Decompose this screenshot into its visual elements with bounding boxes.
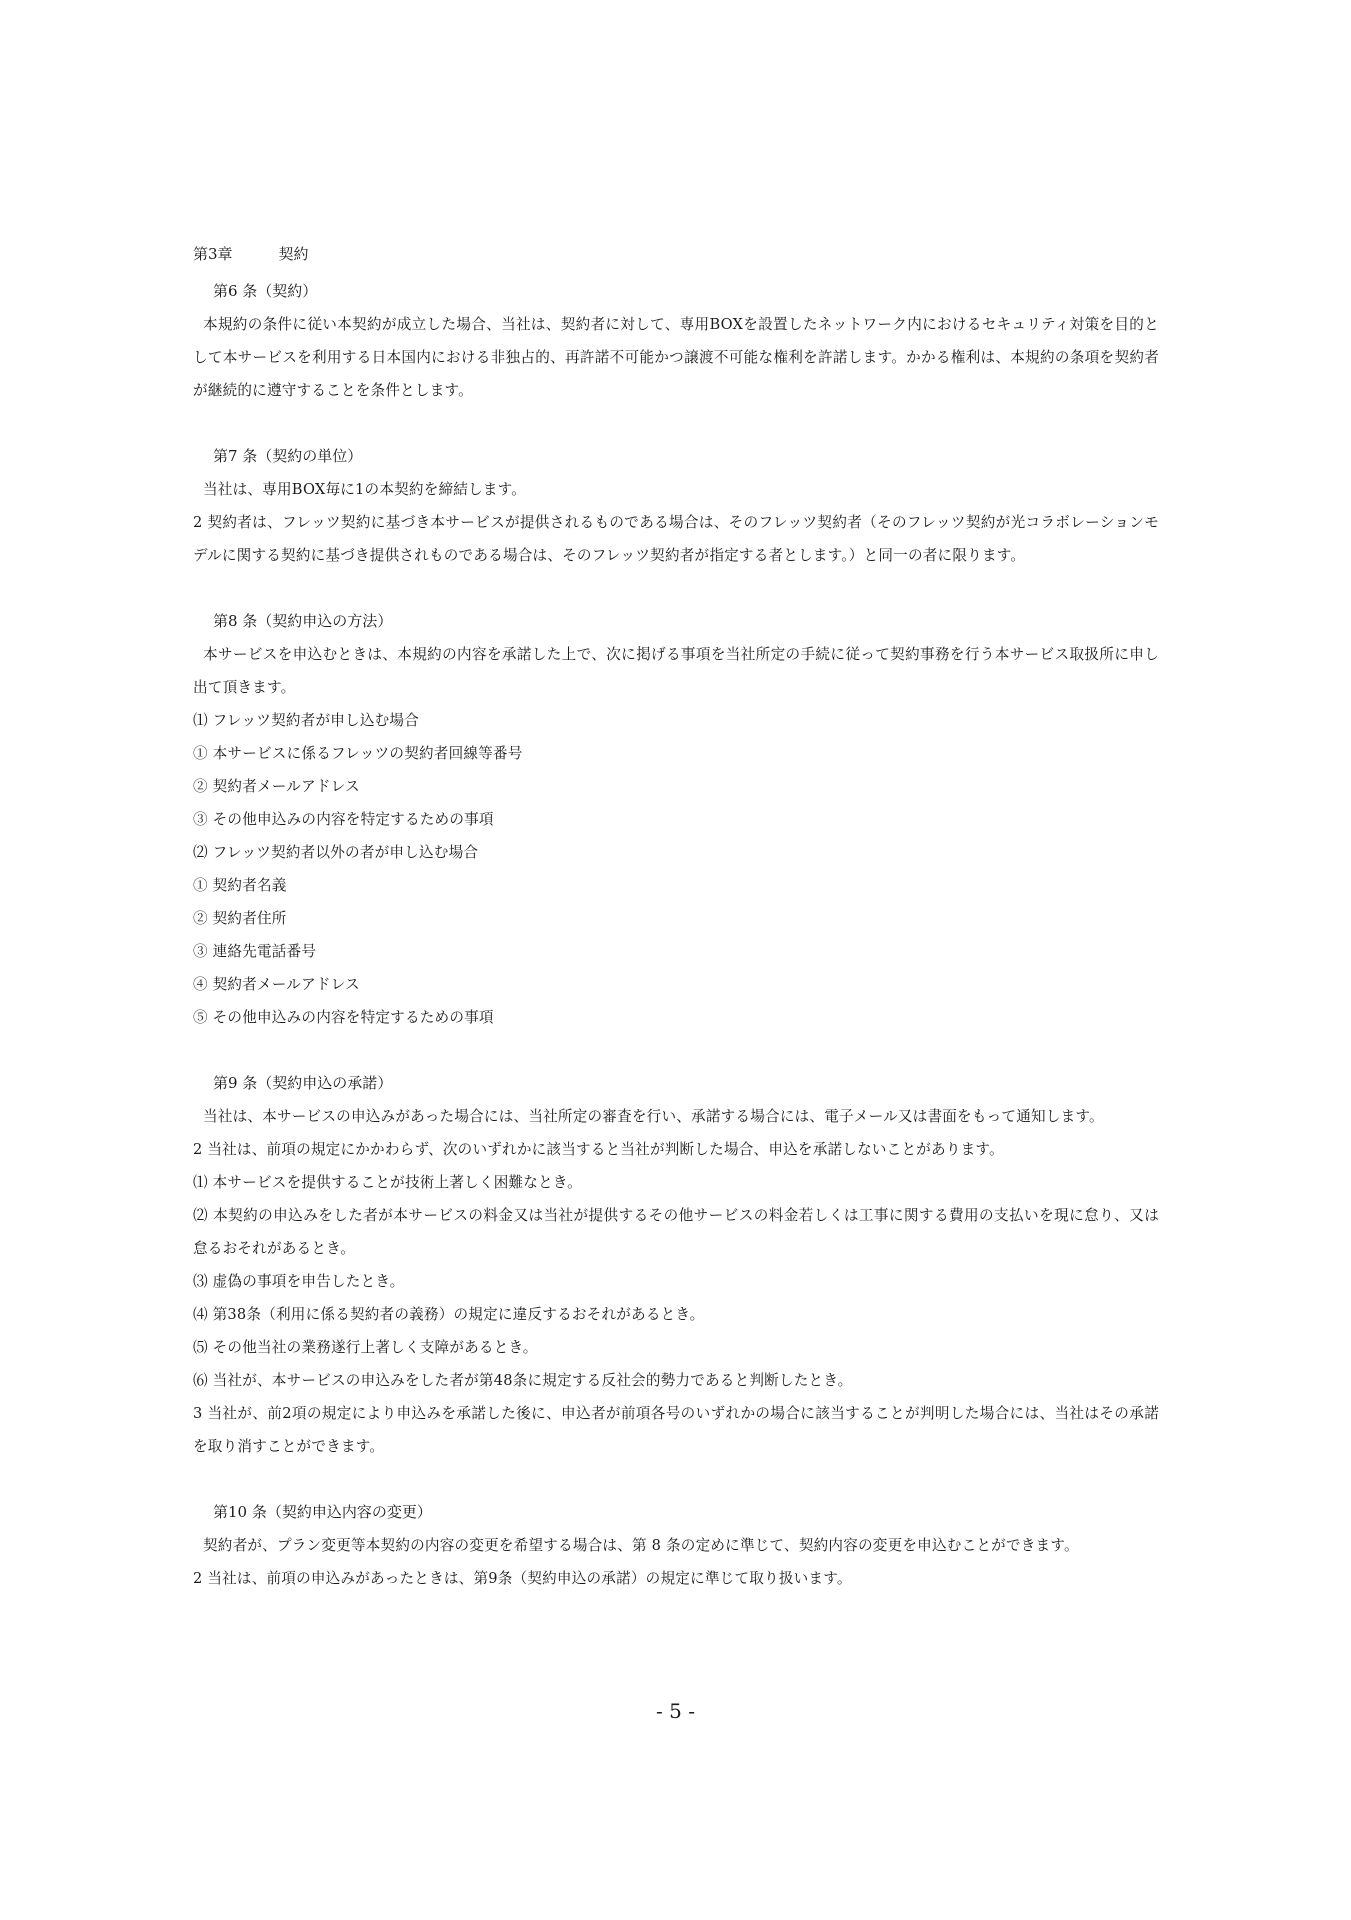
list-item: ⑹ 当社が、本サービスの申込みをした者が第48条に規定する反社会的勢力であると判断したとき。	[193, 1372, 853, 1389]
list-item: ⑷ 第38条（利用に係る契約者の義務）の規定に違反するおそれがあるとき。	[193, 1306, 705, 1323]
list-item: ③ その他申込みの内容を特定するための事項	[193, 811, 494, 828]
list-item: ⑶ 虚偽の事項を申告したとき。	[193, 1273, 405, 1290]
chapter-number: 第3章	[193, 245, 233, 263]
list-item: ⑵ 本契約の申込みをした者が本サービスの料金又は当社が提供するその他サービスの料金若しくは工事に関する費用の支払いを現に怠り、又は怠るおそれがあるとき。	[193, 1207, 1159, 1257]
article-9	[193, 1067, 1159, 1463]
article-6	[193, 275, 1159, 407]
article-paragraph: 3 当社が、前2項の規定により申込みを承諾した後に、申込者が前項各号のいずれかの場合に該当することが判明した場合には、当社はその承諾を取り消すことができます。	[193, 1405, 1159, 1455]
article-10	[193, 1496, 1159, 1595]
list-item: ④ 契約者メールアドレス	[193, 976, 360, 993]
list-item: ⑵ フレッツ契約者以外の者が申し込む場合	[193, 844, 479, 861]
article-paragraph: 本規約の条件に従い本契約が成立した場合、当社は、契約者に対して、専用BOXを設置したネットワーク内におけるセキュリティ対策を目的として本サービスを利用する日本国内における非独占的、再許諾不可能かつ譲渡不可能な権利を許諾します。かかる権利は、本規約の条項を契約者が継続的に遵守することを条件とします。	[193, 316, 1159, 399]
list-item: ③ 連絡先電話番号	[193, 943, 317, 960]
chapter-heading	[193, 238, 1159, 271]
article-paragraph: 契約者が、プラン変更等本契約の内容の変更を希望する場合は、第 8 条の定めに準じて、契約内容の変更を申込むことができます。	[203, 1537, 1079, 1554]
list-item: ⑸ その他当社の業務遂行上著しく支障があるとき。	[193, 1339, 538, 1356]
list-item: ⑴ フレッツ契約者が申し込む場合	[193, 712, 420, 729]
article-paragraph: 当社は、本サービスの申込みがあった場合には、当社所定の審査を行い、承諾する場合には、電子メール又は書面をもって通知します。	[203, 1108, 1104, 1125]
article-heading: 第8 条（契約申込の方法）	[213, 612, 393, 630]
article-heading: 第10 条（契約申込内容の変更）	[213, 1503, 432, 1521]
chapter-title: 契約	[278, 245, 309, 263]
article-paragraph: 当社は、専用BOX毎に1の本契約を締結します。	[203, 481, 527, 498]
document-body	[193, 238, 1159, 1628]
list-item: ① 本サービスに係るフレッツの契約者回線等番号	[193, 745, 523, 762]
list-item: ① 契約者名義	[193, 877, 287, 894]
article-heading: 第6 条（契約）	[213, 282, 318, 300]
article-heading: 第9 条（契約申込の承諾）	[213, 1074, 393, 1092]
article-7	[193, 440, 1159, 572]
article-paragraph: 本サービスを申込むときは、本規約の内容を承諾した上で、次に掲げる事項を当社所定の手続に従って契約事務を行う本サービス取扱所に申し出て頂きます。	[193, 646, 1159, 696]
list-item: ⑤ その他申込みの内容を特定するための事項	[193, 1009, 494, 1026]
list-item: ② 契約者住所	[193, 910, 287, 927]
list-item: ② 契約者メールアドレス	[193, 778, 360, 795]
article-heading: 第7 条（契約の単位）	[213, 447, 363, 465]
list-item: ⑴ 本サービスを提供することが技術上著しく困難なとき。	[193, 1174, 582, 1191]
article-8	[193, 605, 1159, 1034]
article-paragraph: 2 当社は、前項の申込みがあったときは、第9条（契約申込の承諾）の規定に準じて取り扱います。	[193, 1570, 852, 1587]
article-paragraph: 2 当社は、前項の規定にかかわらず、次のいずれかに該当すると当社が判断した場合、申込を承諾しないことがあります。	[193, 1141, 1004, 1158]
page-number: - 5 -	[656, 1699, 695, 1723]
article-paragraph: 2 契約者は、フレッツ契約に基づき本サービスが提供されるものである場合は、そのフレッツ契約者（そのフレッツ契約が光コラボレーションモデルに関する契約に基づき提供されものである場合は、そのフレッツ契約者が指定する者とします。）と同一の者に限ります。	[193, 514, 1159, 564]
